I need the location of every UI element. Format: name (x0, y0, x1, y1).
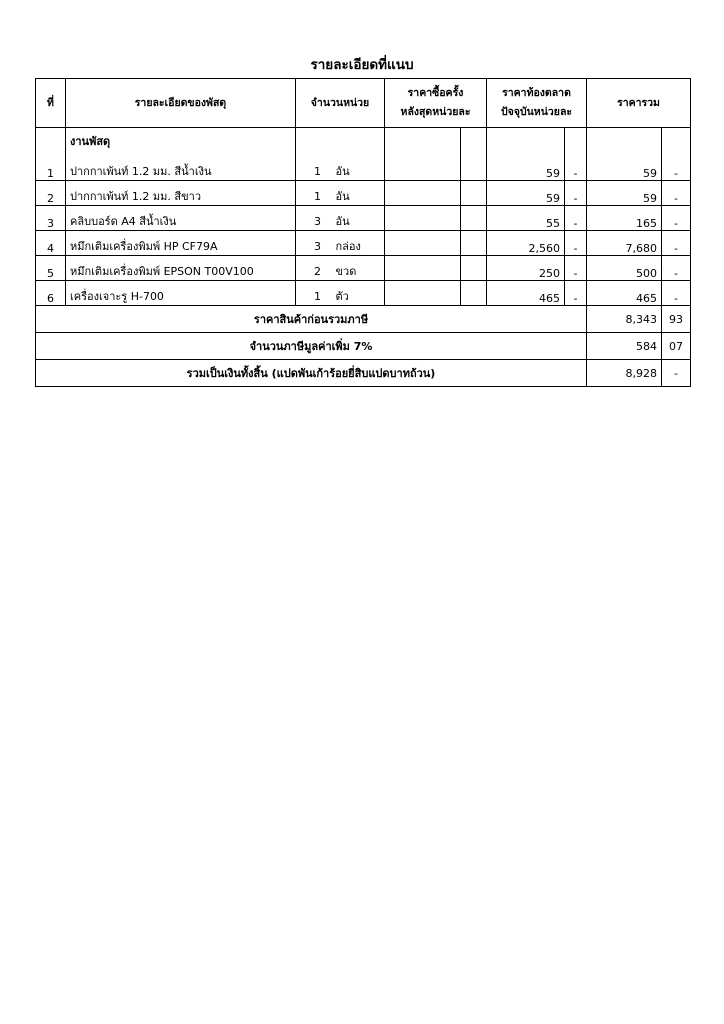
item-total-baht: 59 (587, 181, 662, 206)
item-total-baht: 465 (587, 281, 662, 306)
header-market-price-line2: ปัจจุบันหน่วยละ (500, 106, 573, 118)
item-no: 1 (36, 128, 66, 181)
item-qty-unit (296, 281, 385, 306)
item-market-price-baht: 465 (487, 281, 565, 306)
item-market-price-baht: 59 (487, 128, 565, 181)
header-last-price-line2: หลังสุดหน่วยละ (400, 106, 471, 118)
item-detail-cell (66, 128, 296, 181)
table-row (36, 181, 691, 206)
item-total-satang: - (662, 256, 691, 281)
item-market-price-baht: 55 (487, 206, 565, 231)
header-market-price-line1: ราคาท้องตลาด (502, 87, 571, 99)
item-unit: กล่อง (335, 240, 361, 253)
item-last-price-baht (385, 181, 461, 206)
item-market-price-satang: - (565, 206, 587, 231)
section-label: งานพัสดุ (70, 135, 111, 148)
item-qty-unit (296, 256, 385, 281)
item-market-price-satang: - (565, 281, 587, 306)
table-row (36, 231, 691, 256)
item-detail: ปากกาเพ้นท์ 1.2 มม. สีขาว (66, 181, 296, 206)
item-total-baht: 165 (587, 206, 662, 231)
item-last-price-satang (461, 181, 487, 206)
item-market-price-satang: - (565, 181, 587, 206)
item-qty: 1 (314, 190, 321, 203)
item-last-price-satang (461, 281, 487, 306)
grand-total-label: รวมเป็นเงินทั้งสิ้น (แปดพันเก้าร้อยยี่สิบแปดบาทถ้วน) (36, 360, 587, 387)
grand-total-satang: - (662, 360, 691, 387)
item-qty: 3 (314, 215, 321, 228)
subtotal-baht: 8,343 (587, 306, 662, 333)
item-total-satang: - (662, 181, 691, 206)
item-qty-unit (296, 128, 385, 181)
item-unit: อัน (335, 165, 350, 178)
item-no: 6 (36, 281, 66, 306)
header-detail: รายละเอียดของพัสดุ (66, 79, 296, 128)
header-market-price (487, 79, 587, 128)
item-market-price-baht: 59 (487, 181, 565, 206)
item-last-price-satang (461, 256, 487, 281)
item-market-price-satang: - (565, 256, 587, 281)
item-detail: เครื่องเจาะรู H-700 (66, 281, 296, 306)
item-qty-unit (296, 181, 385, 206)
header-qty-unit: จำนวนหน่วย (296, 79, 385, 128)
header-no: ที่ (36, 79, 66, 128)
item-last-price-baht (385, 206, 461, 231)
vat-satang: 07 (662, 333, 691, 360)
item-last-price-baht (385, 281, 461, 306)
item-market-price-satang: - (565, 231, 587, 256)
item-total-baht: 7,680 (587, 231, 662, 256)
items-table (35, 78, 691, 387)
item-detail: คลิบบอร์ด A4 สีน้ำเงิน (66, 206, 296, 231)
item-market-price-satang: - (565, 128, 587, 181)
item-detail: หมึกเติมเครื่องพิมพ์ HP CF79A (66, 231, 296, 256)
item-last-price-satang (461, 206, 487, 231)
vat-row (36, 333, 691, 360)
item-last-price-satang (461, 128, 487, 181)
item-qty-unit (296, 231, 385, 256)
table-row (36, 281, 691, 306)
item-detail: หมึกเติมเครื่องพิมพ์ EPSON T00V100 (66, 256, 296, 281)
subtotal-satang: 93 (662, 306, 691, 333)
item-total-baht: 500 (587, 256, 662, 281)
item-qty: 3 (314, 240, 321, 253)
item-last-price-baht (385, 231, 461, 256)
header-last-price (385, 79, 487, 128)
vat-label: จำนวนภาษีมูลค่าเพิ่ม 7% (36, 333, 587, 360)
item-unit: ตัว (335, 290, 349, 303)
grand-total-row (36, 360, 691, 387)
item-detail: ปากกาเพ้นท์ 1.2 มม. สีน้ำเงิน (70, 165, 212, 178)
item-last-price-baht (385, 256, 461, 281)
header-row (36, 79, 691, 128)
header-last-price-line1: ราคาซื้อครั้ง (407, 87, 464, 99)
table-row (36, 206, 691, 231)
subtotal-row (36, 306, 691, 333)
item-total-baht: 59 (587, 128, 662, 181)
table-row (36, 128, 691, 181)
table-row (36, 256, 691, 281)
page-title: รายละเอียดที่แนบ (310, 57, 414, 73)
vat-baht: 584 (587, 333, 662, 360)
item-no: 2 (36, 181, 66, 206)
item-no: 4 (36, 231, 66, 256)
item-market-price-baht: 2,560 (487, 231, 565, 256)
item-unit: อัน (335, 190, 350, 203)
subtotal-label: ราคาสินค้าก่อนรวมภาษี (36, 306, 587, 333)
item-last-price-satang (461, 231, 487, 256)
item-no: 5 (36, 256, 66, 281)
item-total-satang: - (662, 281, 691, 306)
item-unit: ขวด (335, 265, 357, 278)
grand-total-baht: 8,928 (587, 360, 662, 387)
item-total-satang: - (662, 206, 691, 231)
header-total: ราคารวม (587, 79, 691, 128)
item-qty-unit (296, 206, 385, 231)
item-unit: อัน (335, 215, 350, 228)
item-total-satang: - (662, 128, 691, 181)
item-total-satang: - (662, 231, 691, 256)
item-qty: 1 (314, 165, 321, 178)
item-last-price-baht (385, 128, 461, 181)
item-market-price-baht: 250 (487, 256, 565, 281)
item-qty: 1 (314, 290, 321, 303)
item-no: 3 (36, 206, 66, 231)
item-qty: 2 (314, 265, 321, 278)
